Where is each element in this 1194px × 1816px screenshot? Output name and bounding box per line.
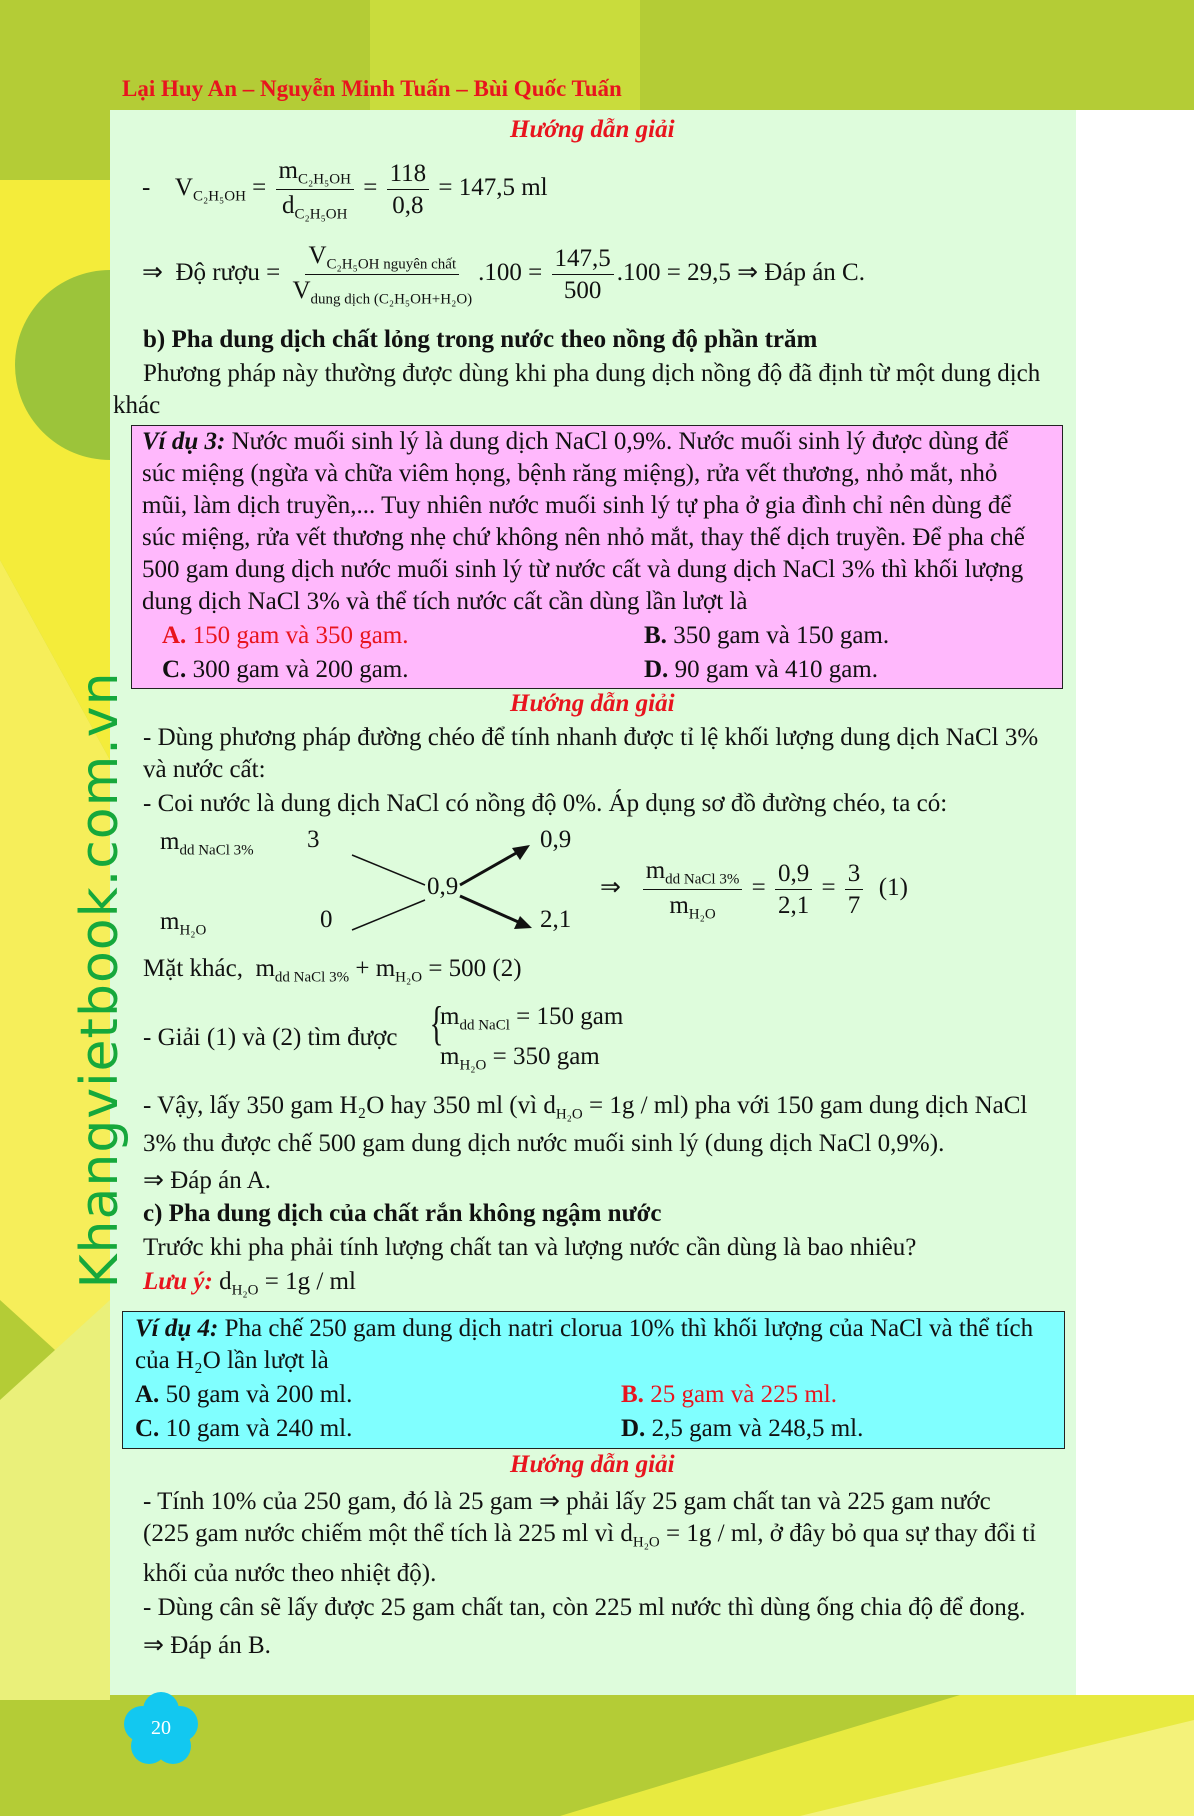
sub: H₂O [632, 1534, 660, 1551]
m: m [645, 857, 666, 884]
text-line: của H₂O lần lượt là [135, 1347, 329, 1374]
option-text: 50 gam và 200 ml. [165, 1381, 353, 1408]
solution-heading: Hướng dẫn giải [510, 690, 675, 717]
sub: dd NaCl 3% [665, 871, 740, 888]
option-text: 2,5 gam và 248,5 ml. [651, 1415, 864, 1442]
option-b[interactable] [644, 622, 889, 650]
option-c[interactable] [135, 1415, 352, 1443]
sum-equation [143, 955, 522, 986]
text-line: Pha chế 250 gam dung dịch natri clorua 10% thì khối lượng của NaCl và thể tích [224, 1315, 1034, 1342]
text-line: - Tính 10% của 250 gam, đó là 25 gam ⇒ phải lấy 25 gam chất tan và 225 gam nước [143, 1488, 991, 1515]
option-key: C. [135, 1415, 160, 1442]
text-line: súc miệng, rửa vết thương nhẹ chứ không nên nhỏ mắt, thay thế dịch truyền. Để pha chế [142, 524, 1025, 551]
label: Mặt khác, [143, 955, 243, 982]
page-number: 20 [151, 1717, 171, 1739]
implies-icon: ⇒ [600, 874, 621, 902]
eq: = [821, 874, 836, 902]
option-d[interactable] [644, 656, 878, 684]
v: V [308, 242, 327, 269]
watermark: Khangvietbook.com.vn [70, 671, 130, 1289]
option-key: D. [621, 1415, 646, 1442]
text-line: và nước cất: [143, 756, 266, 783]
d: d [620, 1520, 633, 1547]
diff-value: 2,1 [540, 906, 572, 933]
den: 7 [847, 892, 861, 919]
diff-value: 0,9 [540, 826, 572, 853]
plus: + [355, 955, 370, 982]
sub: dd NaCl 3% [274, 969, 350, 986]
dash: - [142, 174, 151, 202]
sum: = 500 (2) [428, 955, 522, 982]
eq-tag: (1) [878, 874, 908, 902]
sub: C₂H₅OH [297, 171, 351, 188]
formula-volume [142, 155, 548, 224]
text-line: - Giải (1) và (2) tìm được [143, 1024, 398, 1051]
formula-alcohol-degree [142, 240, 865, 309]
implies-icon: ⇒ [142, 259, 163, 287]
num: 3 [845, 858, 864, 890]
answer: ⇒ Đáp án A. [143, 1167, 271, 1194]
result: .100 = 29,5 ⇒ Đáp án C. [616, 259, 865, 287]
cross-lines [340, 840, 540, 940]
label: Độ rượu = [175, 259, 281, 287]
value: = 150 gam [516, 1003, 624, 1030]
eq: = [252, 174, 267, 202]
option-text: 25 gam và 225 ml. [650, 1381, 837, 1408]
m: m [669, 892, 689, 919]
option-text: 10 gam và 240 ml. [165, 1415, 353, 1442]
m: m [440, 1003, 460, 1030]
m: m [160, 828, 180, 855]
example-label: Ví dụ 3: [142, 428, 226, 455]
fraction [387, 158, 430, 222]
m: m [278, 157, 298, 184]
text: = 1g / ml) pha với 150 gam dung dịch NaCl [588, 1092, 1028, 1119]
num: 147,5 [552, 243, 614, 275]
section-b-heading: b) Pha dung dịch chất lỏng trong nước theo nồng độ phần trăm [143, 326, 818, 353]
num: 118 [387, 158, 430, 190]
option-text: 150 gam và 350 gam. [192, 622, 409, 649]
paragraph: Phương pháp này thường được dùng khi pha dung dịch nồng độ đã định từ một dung dịch [143, 360, 1041, 387]
option-key: D. [644, 656, 669, 683]
text-line: mũi, làm dịch truyền,... Tuy nhiên nước muối sinh lý tự pha ở gia đình chỉ nên dùng để [142, 492, 1012, 519]
m: m [255, 955, 275, 982]
fraction [276, 155, 354, 224]
v: V [292, 277, 311, 304]
sub: H₂O [179, 922, 207, 939]
option-key: B. [621, 1381, 644, 1408]
den: 0,8 [392, 192, 424, 219]
example-3-box [131, 425, 1063, 689]
sub: C₂H₅OH nguyên chất [326, 256, 457, 273]
sub: dd NaCl [459, 1017, 510, 1034]
text-line: súc miệng (ngừa và chữa viêm họng, bệnh răng miệng), rửa vết thương, nhỏ mắt, nhỏ [142, 460, 998, 487]
option-d[interactable] [621, 1415, 863, 1443]
text-line: 3% thu được chế 500 gam dung dịch nước muối sinh lý (dung dịch NaCl 0,9%). [143, 1130, 945, 1157]
option-key: B. [644, 622, 667, 649]
answer: ⇒ Đáp án B. [143, 1632, 271, 1659]
times100: .100 = [478, 259, 543, 287]
paragraph: Trước khi pha phải tính lượng chất tan và lượng nước cần dùng là bao nhiêu? [143, 1234, 917, 1261]
option-c[interactable] [162, 656, 409, 684]
option-key: A. [135, 1381, 160, 1408]
example-4-box [122, 1311, 1065, 1449]
sub: H₂O [395, 969, 423, 986]
paragraph: khác [113, 392, 161, 419]
brace: { [429, 997, 444, 1050]
text: = 1g / ml, ở đây bỏ qua sự thay đổi tỉ [666, 1520, 1037, 1547]
text-line: - Dùng phương pháp đường chéo để tính nhanh được tỉ lệ khối lượng dung dịch NaCl 3% [143, 724, 1039, 751]
den: 500 [563, 277, 602, 304]
text-line: - Coi nước là dung dịch NaCl có nồng độ 0%. Áp dụng sơ đồ đường chéo, ta có: [143, 790, 948, 817]
text-line: - Dùng cân sẽ lấy được 25 gam chất tan, còn 225 ml nước thì dùng ống chia độ để đong. [143, 1594, 1026, 1621]
result: = 147,5 ml [438, 174, 548, 202]
ratio-formula [600, 855, 908, 924]
sub: H₂O [459, 1057, 487, 1074]
text: (225 gam nước chiếm một thể tích là 225 ml vì [143, 1520, 615, 1547]
eq: = [751, 874, 766, 902]
text-line: 500 gam dung dịch nước muối sinh lý từ nước cất và dung dịch NaCl 3% thì khối lượng [142, 556, 1024, 583]
note-value: = 1g / ml [264, 1268, 356, 1295]
option-text: 90 gam và 410 gam. [674, 656, 878, 683]
option-key: A. [162, 622, 187, 649]
sub: dung dịch (C₂H₅OH+H₂O) [310, 291, 473, 308]
m: m [440, 1043, 460, 1070]
option-text: 350 gam và 150 gam. [673, 622, 890, 649]
d: d [219, 1268, 232, 1295]
m: m [160, 908, 180, 935]
text: - Vậy, lấy 350 gam H₂O hay 350 ml (vì [143, 1092, 538, 1119]
value: = 350 gam [492, 1043, 600, 1070]
sub: C₂H₅OH [192, 188, 246, 205]
option-a[interactable] [135, 1381, 352, 1409]
header-authors: Lại Huy An – Nguyễn Minh Tuấn – Bùi Quốc Tuấn [122, 76, 622, 101]
num: 0,9 [775, 858, 812, 890]
m: m [375, 955, 396, 982]
sub: dd NaCl 3% [179, 842, 254, 859]
den: 2,1 [777, 892, 810, 919]
option-text: 300 gam và 200 gam. [192, 656, 409, 683]
d: d [282, 192, 295, 219]
option-key: C. [162, 656, 187, 683]
option-b[interactable] [621, 1381, 837, 1409]
d: d [543, 1092, 556, 1119]
var-v: V [174, 174, 193, 202]
option-a[interactable] [162, 622, 409, 650]
sub: C₂H₅OH [294, 206, 348, 223]
solution-heading: Hướng dẫn giải [510, 116, 675, 143]
note-label: Lưu ý: [143, 1268, 213, 1295]
conc-value: 0,9 [427, 873, 459, 900]
eq: = [363, 174, 378, 202]
conc-value: 0 [320, 906, 333, 933]
fraction [552, 243, 614, 307]
text-line: dung dịch NaCl 3% và thể tích nước cất cần dùng lần lượt là [142, 588, 748, 615]
solution-heading: Hướng dẫn giải [510, 1451, 675, 1478]
sub: H₂O [555, 1106, 583, 1123]
example-label: Ví dụ 4: [135, 1315, 219, 1342]
fraction [289, 240, 475, 309]
conc-value: 3 [307, 826, 320, 853]
sub: H₂O [231, 1282, 259, 1299]
sub: H₂O [688, 906, 716, 923]
section-c-heading: c) Pha dung dịch của chất rắn không ngậm nước [143, 1200, 662, 1227]
text-line: khối của nước theo nhiệt độ). [143, 1560, 437, 1587]
text-line: Nước muối sinh lý là dung dịch NaCl 0,9%. Nước muối sinh lý được dùng để [231, 428, 1009, 455]
right-margin [1076, 110, 1194, 1695]
